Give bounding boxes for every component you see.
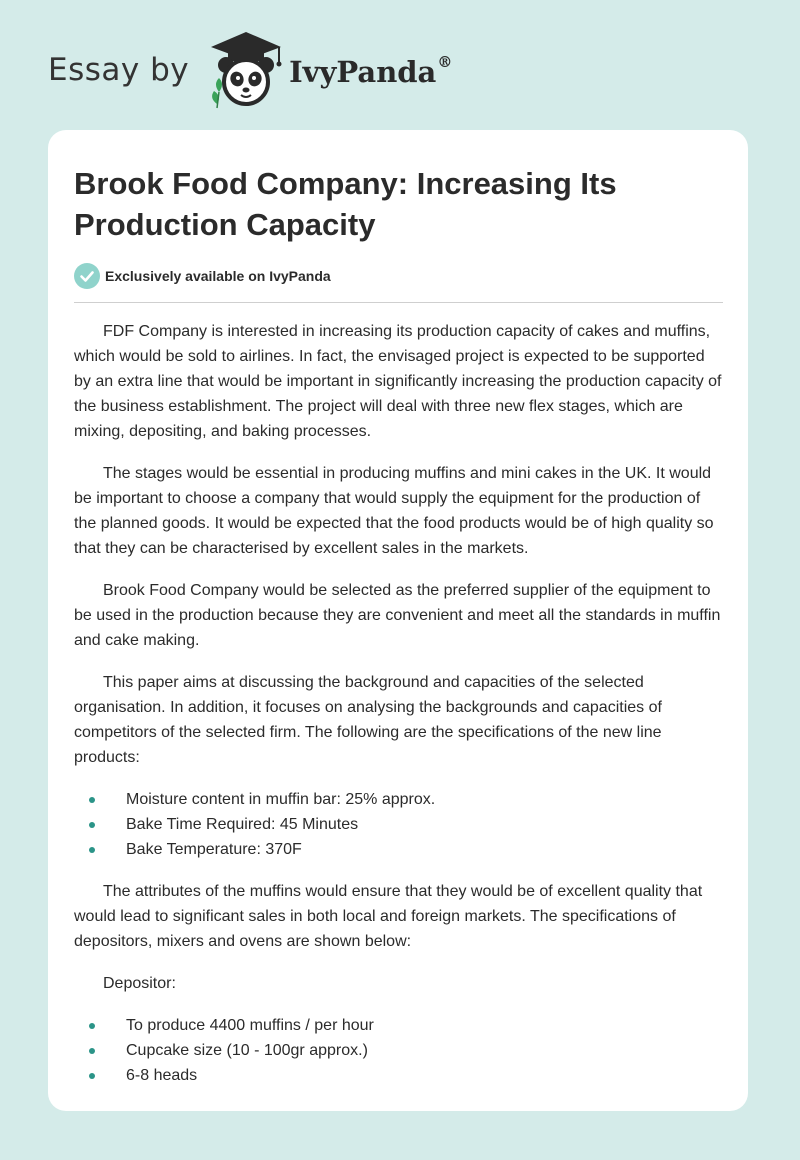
spec-list xyxy=(74,787,724,862)
paragraph: The stages would be essential in producing muffins and mini cakes in the UK. It would be important to choose a company that would supply the equipment for the production of the planned goods. It would be expected that the food products would be of high quality so that they can be characterised by excellent sales in the markets. xyxy=(74,465,714,557)
divider xyxy=(74,302,723,303)
list-item: Bake Temperature: 370F xyxy=(126,837,724,862)
paragraph: The attributes of the muffins would ensure that they would be of excellent quality that would lead to significant sales in both local and foreign markets. The specifications of depositors, mixers and ovens are shown below: xyxy=(74,883,703,950)
list-item: 6-8 heads xyxy=(126,1063,724,1088)
essay-body xyxy=(74,319,724,1105)
brand-name-text: IvyPanda xyxy=(289,55,437,89)
registered-mark: ® xyxy=(437,53,453,71)
paragraph: This paper aims at discussing the background and capacities of the selected organisation. In addition, it focuses on analysing the backgrounds and capacities of competitors of the selected firm. The following are the specifications of the new line products: xyxy=(74,674,662,766)
exclusive-label: Exclusively available on IvyPanda xyxy=(105,268,331,284)
list-item: To produce 4400 muffins / per hour xyxy=(126,1013,724,1038)
exclusive-badge xyxy=(74,263,331,289)
brand-name[interactable] xyxy=(289,55,452,89)
essay-title: Brook Food Company: Increasing Its Production Capacity xyxy=(74,166,617,242)
paragraph: Brook Food Company would be selected as the preferred supplier of the equipment to be used in the production because they are convenient and meet all the standards in muffin and cake making. xyxy=(74,582,721,649)
paragraph: FDF Company is interested in increasing its production capacity of cakes and muffins, which would be sold to airlines. In fact, the envisaged project is expected to be supported by an extra line that would be important in significantly increasing the production capacity of the business establishment. The project will deal with three new flex stages, which are mixing, depositing, and baking processes. xyxy=(74,323,722,440)
panda-logo-icon[interactable] xyxy=(205,30,287,110)
list-item: Bake Time Required: 45 Minutes xyxy=(126,812,724,837)
check-circle-icon xyxy=(74,263,100,289)
site-header xyxy=(48,30,452,110)
depositor-list xyxy=(74,1013,724,1088)
list-item: Moisture content in muffin bar: 25% approx. xyxy=(126,787,724,812)
essay-card xyxy=(48,130,748,1111)
essay-by-label: Essay by xyxy=(48,52,190,88)
depositor-label: Depositor: xyxy=(103,975,176,992)
list-item: Cupcake size (10 - 100gr approx.) xyxy=(126,1038,724,1063)
